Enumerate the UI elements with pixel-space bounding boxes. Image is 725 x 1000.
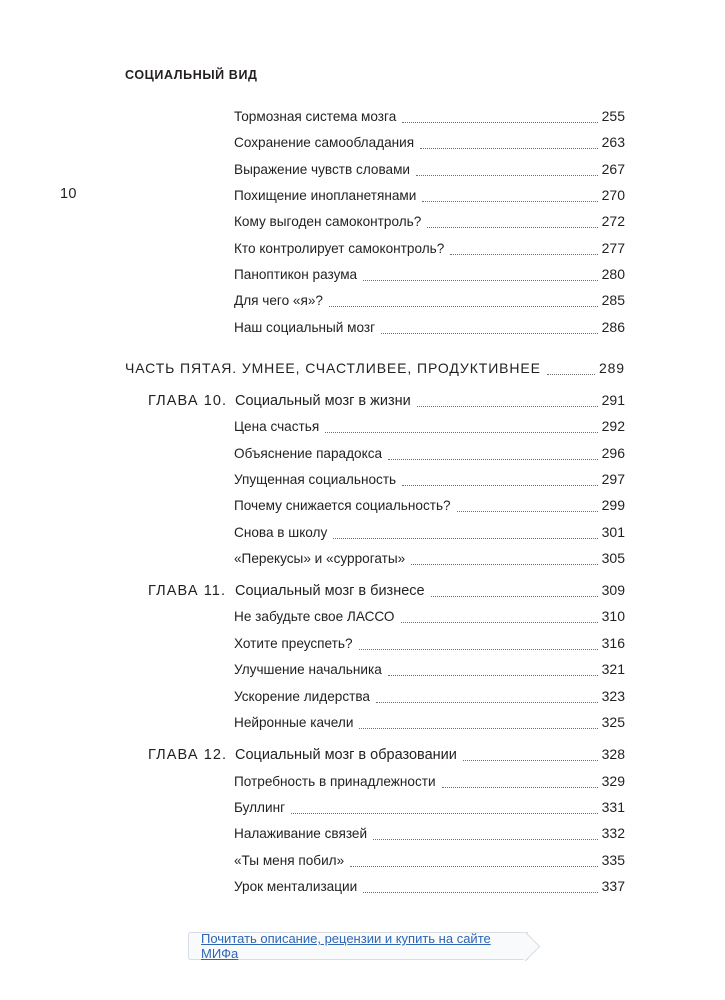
- toc-entry: [234, 213, 625, 233]
- dot-leader: [388, 675, 598, 676]
- toc-entry: [234, 161, 625, 181]
- toc-entry: [234, 108, 625, 128]
- toc-entry-page: 325: [601, 714, 625, 730]
- chapter-title: Социальный мозг в образовании: [235, 747, 457, 763]
- dot-leader: [547, 374, 595, 375]
- toc-entry-page: 305: [601, 550, 625, 566]
- toc-entry: [234, 878, 625, 898]
- chapter-title: Социальный мозг в бизнесе: [235, 583, 425, 599]
- toc-entry-title: Кому выгоден самоконтроль?: [234, 214, 422, 229]
- page-number: 10: [60, 186, 77, 202]
- toc-chapter: [148, 392, 625, 412]
- toc-entry-title: Паноптикон разума: [234, 267, 358, 282]
- chapter-page: 309: [601, 582, 625, 598]
- dot-leader: [325, 432, 597, 433]
- dot-leader: [329, 306, 598, 307]
- part-page: 289: [598, 360, 625, 376]
- toc-entry-page: 310: [601, 608, 625, 624]
- dot-leader: [359, 649, 598, 650]
- chapter-title: Социальный мозг в жизни: [235, 393, 411, 409]
- dot-leader: [422, 201, 597, 202]
- toc-entry-title: Тормозная система мозга: [234, 109, 397, 124]
- dot-leader: [401, 622, 598, 623]
- toc-entry: [234, 240, 625, 260]
- toc-entry-title: Урок ментализации: [234, 879, 358, 894]
- toc-entry-title: Почему снижается социальность?: [234, 498, 451, 513]
- toc-entry-page: 316: [601, 635, 625, 651]
- toc-entry: [234, 497, 625, 517]
- toc-entry-title: Похищение инопланетянами: [234, 188, 417, 203]
- toc-entry-page: 323: [601, 688, 625, 704]
- toc-entry-title: Ускорение лидерства: [234, 689, 370, 704]
- toc-entry-title: Нейронные качели: [234, 715, 354, 730]
- dot-leader: [376, 702, 598, 703]
- dot-leader: [402, 485, 598, 486]
- toc-entry-title: Сохранение самообладания: [234, 135, 415, 150]
- toc-entry: [234, 471, 625, 491]
- dot-leader: [450, 254, 597, 255]
- toc-entry-page: 299: [601, 497, 625, 513]
- toc-entry: [234, 292, 625, 312]
- chapter-label: ГЛАВА 12.: [148, 747, 228, 763]
- toc-entry-page: 292: [601, 418, 625, 434]
- dot-leader: [373, 839, 598, 840]
- part-title: ЧАСТЬ ПЯТАЯ. УМНЕЕ, СЧАСТЛИВЕЕ, ПРОДУКТИВНЕЕ: [125, 360, 541, 376]
- toc-chapter: [148, 746, 625, 766]
- toc-entry-title: Снова в школу: [234, 525, 328, 540]
- toc-entry-page: 329: [601, 773, 625, 789]
- buy-on-mif-link-banner[interactable]: [188, 932, 528, 960]
- toc-chapter: [148, 582, 625, 602]
- running-head: СОЦИАЛЬНЫЙ ВИД: [125, 68, 258, 82]
- toc-entry: [234, 852, 625, 872]
- toc-entry-title: Не забудьте свое ЛАССО: [234, 609, 395, 624]
- toc-entry-title: Потребность в принадлежности: [234, 774, 436, 789]
- toc-entry: [234, 714, 625, 734]
- toc-entry: [234, 319, 625, 339]
- dot-leader: [420, 148, 598, 149]
- toc-entry-page: 297: [601, 471, 625, 487]
- dot-leader: [442, 787, 598, 788]
- toc-entry: [234, 608, 625, 628]
- toc-entry-title: Буллинг: [234, 800, 286, 815]
- toc-entry-page: 301: [601, 524, 625, 540]
- toc-entry-title: «Ты меня побил»: [234, 853, 345, 868]
- dot-leader: [333, 538, 597, 539]
- toc-entry: [234, 418, 625, 438]
- toc-entry-page: 255: [601, 108, 625, 124]
- toc-entry-title: Налаживание связей: [234, 826, 368, 841]
- toc-entry-page: 337: [601, 878, 625, 894]
- toc-entry-page: 335: [601, 852, 625, 868]
- dot-leader: [417, 406, 598, 407]
- chapter-label: ГЛАВА 11.: [148, 583, 227, 599]
- toc-entry-page: 296: [601, 445, 625, 461]
- toc-entry: [234, 134, 625, 154]
- toc-entry-page: 263: [601, 134, 625, 150]
- dot-leader: [411, 564, 597, 565]
- dot-leader: [402, 122, 597, 123]
- toc-entry-title: Упущенная социальность: [234, 472, 397, 487]
- dot-leader: [381, 333, 598, 334]
- dot-leader: [388, 459, 598, 460]
- toc-entry-title: «Перекусы» и «суррогаты»: [234, 551, 406, 566]
- toc-entry-title: Для чего «я»?: [234, 293, 323, 308]
- toc-entry: [234, 825, 625, 845]
- toc-entry-page: 332: [601, 825, 625, 841]
- toc-entry: [234, 799, 625, 819]
- dot-leader: [363, 892, 597, 893]
- toc-entry-title: Хотите преуспеть?: [234, 636, 353, 651]
- toc-entry-title: Выражение чувств словами: [234, 162, 411, 177]
- toc-entry: [234, 688, 625, 708]
- dot-leader: [363, 280, 598, 281]
- toc-entry-page: 277: [601, 240, 625, 256]
- toc-entry: [234, 773, 625, 793]
- buy-on-mif-link[interactable]: Почитать описание, рецензии и купить на сайте МИФа: [201, 931, 491, 961]
- toc-entry: [234, 635, 625, 655]
- toc-entry: [234, 445, 625, 465]
- dot-leader: [350, 866, 597, 867]
- dot-leader: [427, 227, 597, 228]
- toc-entry: [234, 266, 625, 286]
- toc-entry-page: 267: [601, 161, 625, 177]
- toc-entry-page: 331: [601, 799, 625, 815]
- toc-entry-page: 270: [601, 187, 625, 203]
- toc-entry: [234, 187, 625, 207]
- toc-entry-title: Цена счастья: [234, 419, 320, 434]
- chapter-page: 291: [601, 392, 625, 408]
- toc-part-heading: [125, 360, 625, 380]
- toc-entry-page: 285: [601, 292, 625, 308]
- toc-entry-page: 280: [601, 266, 625, 282]
- toc-entry: [234, 524, 625, 544]
- toc-entry-title: Кто контролирует самоконтроль?: [234, 241, 445, 256]
- dot-leader: [359, 728, 597, 729]
- toc-entry-page: 286: [601, 319, 625, 335]
- chapter-page: 328: [601, 746, 625, 762]
- toc-entry-page: 272: [601, 213, 625, 229]
- chapter-label: ГЛАВА 10.: [148, 393, 228, 409]
- dot-leader: [457, 511, 598, 512]
- dot-leader: [416, 175, 598, 176]
- dot-leader: [431, 596, 598, 597]
- toc-entry-title: Объяснение парадокса: [234, 446, 383, 461]
- dot-leader: [291, 813, 598, 814]
- toc-entry-title: Улучшение начальника: [234, 662, 382, 677]
- toc-entry: [234, 550, 625, 570]
- dot-leader: [463, 760, 598, 761]
- toc-entry: [234, 661, 625, 681]
- toc-entry-title: Наш социальный мозг: [234, 320, 376, 335]
- toc-entry-page: 321: [601, 661, 625, 677]
